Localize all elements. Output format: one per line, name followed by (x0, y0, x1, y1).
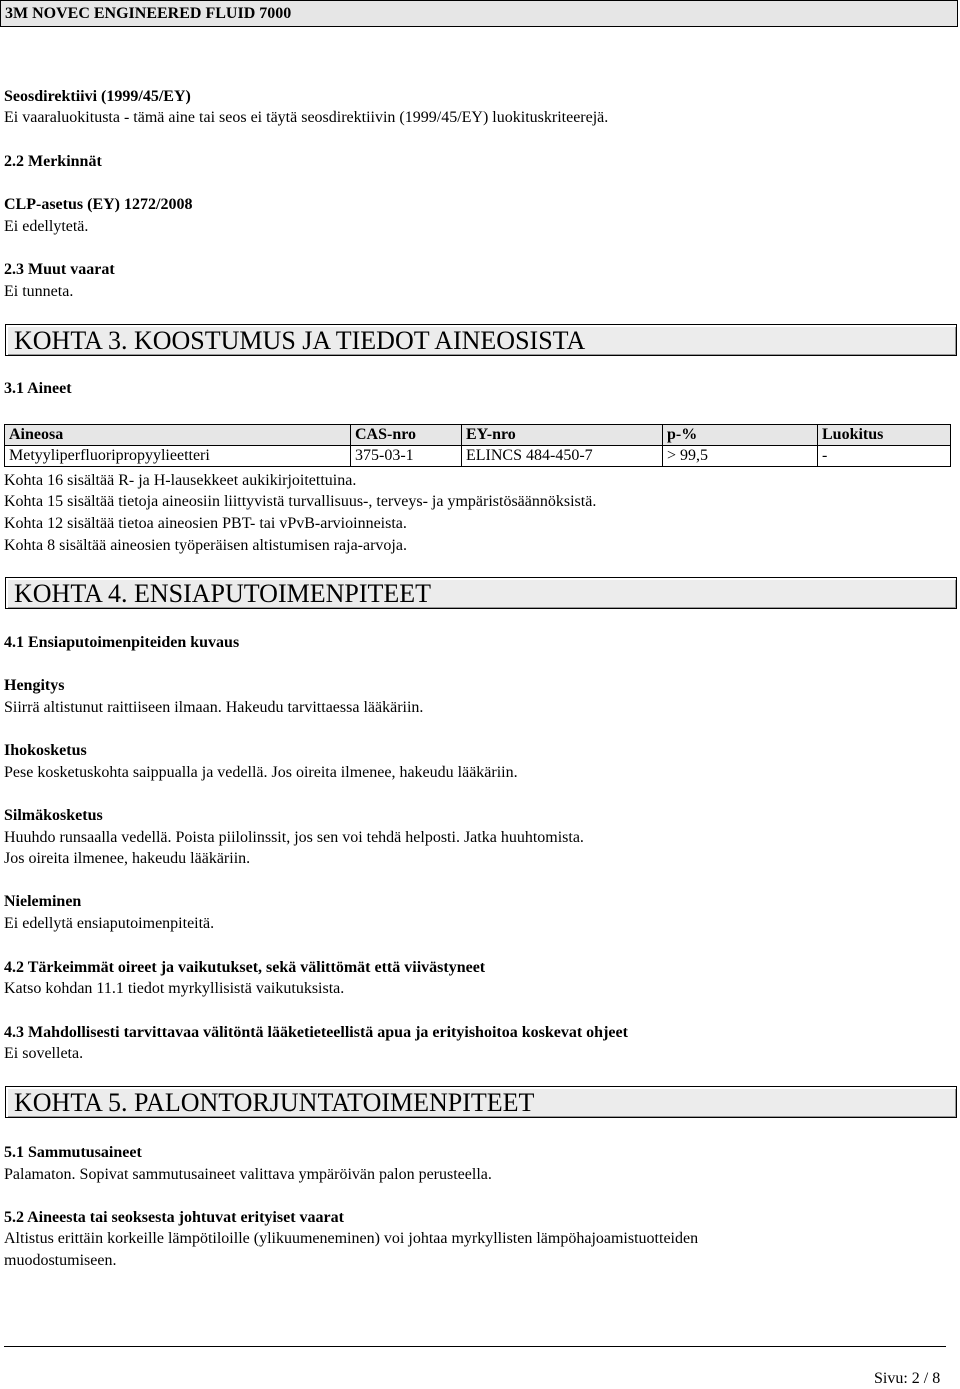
section-5-1-title: 5.1 Sammutusaineet (4, 1144, 142, 1161)
header-cell: EY-nro (462, 425, 663, 446)
table-cell: Metyyliperfluoripropyylieetteri (5, 446, 351, 467)
footer-divider (4, 1346, 946, 1347)
table-cell: > 99,5 (663, 446, 818, 467)
clp-title: CLP-asetus (EY) 1272/2008 (4, 196, 193, 213)
header-cell: Aineosa (5, 425, 351, 446)
section-3-note: Kohta 15 sisältää tietoja aineosiin liittyvistä turvallisuus-, terveys- ja ympäristösäännöksistä. (4, 493, 597, 510)
table-header-row (5, 425, 951, 446)
eye-contact-text: Huuhdo runsaalla vedellä. Poista piilolinssit, jos sen voi tehdä helposti. Jatka huuhtomista. (4, 829, 584, 846)
other-hazards-title: 2.3 Muut vaarat (4, 261, 115, 278)
section-3-heading: KOHTA 3. KOOSTUMUS JA TIEDOT AINEOSISTA (14, 326, 586, 355)
header-cell: CAS-nro (351, 425, 462, 446)
page-number: Sivu: 2 / 8 (874, 1370, 941, 1387)
section-4-2-text: Katso kohdan 11.1 tiedot myrkyllisistä vaikutuksista. (4, 980, 345, 997)
section-5-1-text: Palamaton. Sopivat sammutusaineet valittava ympäröivän palon perusteella. (4, 1166, 492, 1183)
other-hazards-text: Ei tunneta. (4, 283, 74, 300)
section-4-heading: KOHTA 4. ENSIAPUTOIMENPITEET (14, 579, 432, 608)
section-4-3-text: Ei sovelleta. (4, 1045, 84, 1062)
table-cell: - (818, 446, 951, 467)
header-cell: Luokitus (818, 425, 951, 446)
section-5-2-text: muodostumiseen. (4, 1252, 117, 1269)
ingestion-title: Nieleminen (4, 893, 82, 910)
section-5-heading: KOHTA 5. PALONTORJUNTATOIMENPITEET (14, 1088, 535, 1117)
section-3-note: Kohta 12 sisältää tietoa aineosien PBT- tai vPvB-arvioinneista. (4, 515, 407, 532)
section-4-1-title: 4.1 Ensiaputoimenpiteiden kuvaus (4, 634, 240, 651)
section-4-2-title: 4.2 Tärkeimmät oireet ja vaikutukset, sekä välittömät että viivästyneet (4, 959, 486, 976)
header-cell: p-% (663, 425, 818, 446)
section-5-2-title: 5.2 Aineesta tai seoksesta johtuvat erityiset vaarat (4, 1209, 344, 1226)
section-3-heading-bar (5, 324, 957, 356)
skin-contact-text: Pese kosketuskohta saippualla ja vedellä. Jos oireita ilmenee, hakeudu lääkäriin. (4, 764, 518, 781)
directive-title: Seosdirektiivi (1999/45/EY) (4, 88, 191, 105)
labels-title: 2.2 Merkinnät (4, 153, 102, 170)
directive-text: Ei vaaraluokitusta - tämä aine tai seos ei täytä seosdirektiivin (1999/45/EY) luokituskriteerejä. (4, 109, 609, 126)
inhalation-text: Siirrä altistunut raittiiseen ilmaan. Hakeudu tarvittaessa lääkäriin. (4, 699, 424, 716)
section-3-note: Kohta 8 sisältää aineosien työperäisen altistumisen raja-arvoja. (4, 537, 407, 554)
section-4-3-title: 4.3 Mahdollisesti tarvittavaa välitöntä lääketieteellistä apua ja erityishoitoa koskevat ohjeet (4, 1024, 628, 1041)
section-3-1-title: 3.1 Aineet (4, 380, 72, 397)
document-title: 3M NOVEC ENGINEERED FLUID 7000 (5, 5, 292, 22)
table-cell: 375-03-1 (351, 446, 462, 467)
ingestion-text: Ei edellytä ensiaputoimenpiteitä. (4, 915, 215, 932)
skin-contact-title: Ihokosketus (4, 742, 87, 759)
document-header (0, 0, 958, 27)
table-row (5, 446, 951, 467)
eye-contact-text: Jos oireita ilmenee, hakeudu lääkäriin. (4, 850, 251, 867)
section-5-2-text: Altistus erittäin korkeille lämpötiloille (ylikuumeneminen) voi johtaa myrkyllisten lämpöhajoamistuotteiden (4, 1230, 699, 1247)
section-5-heading-bar (5, 1086, 957, 1118)
section-4-heading-bar (5, 577, 957, 609)
section-3-note: Kohta 16 sisältää R- ja H-lausekkeet aukikirjoitettuina. (4, 472, 357, 489)
eye-contact-title: Silmäkosketus (4, 807, 103, 824)
inhalation-title: Hengitys (4, 677, 65, 694)
table-cell: ELINCS 484-450-7 (462, 446, 663, 467)
clp-text: Ei edellytetä. (4, 218, 89, 235)
composition-table (4, 424, 951, 467)
